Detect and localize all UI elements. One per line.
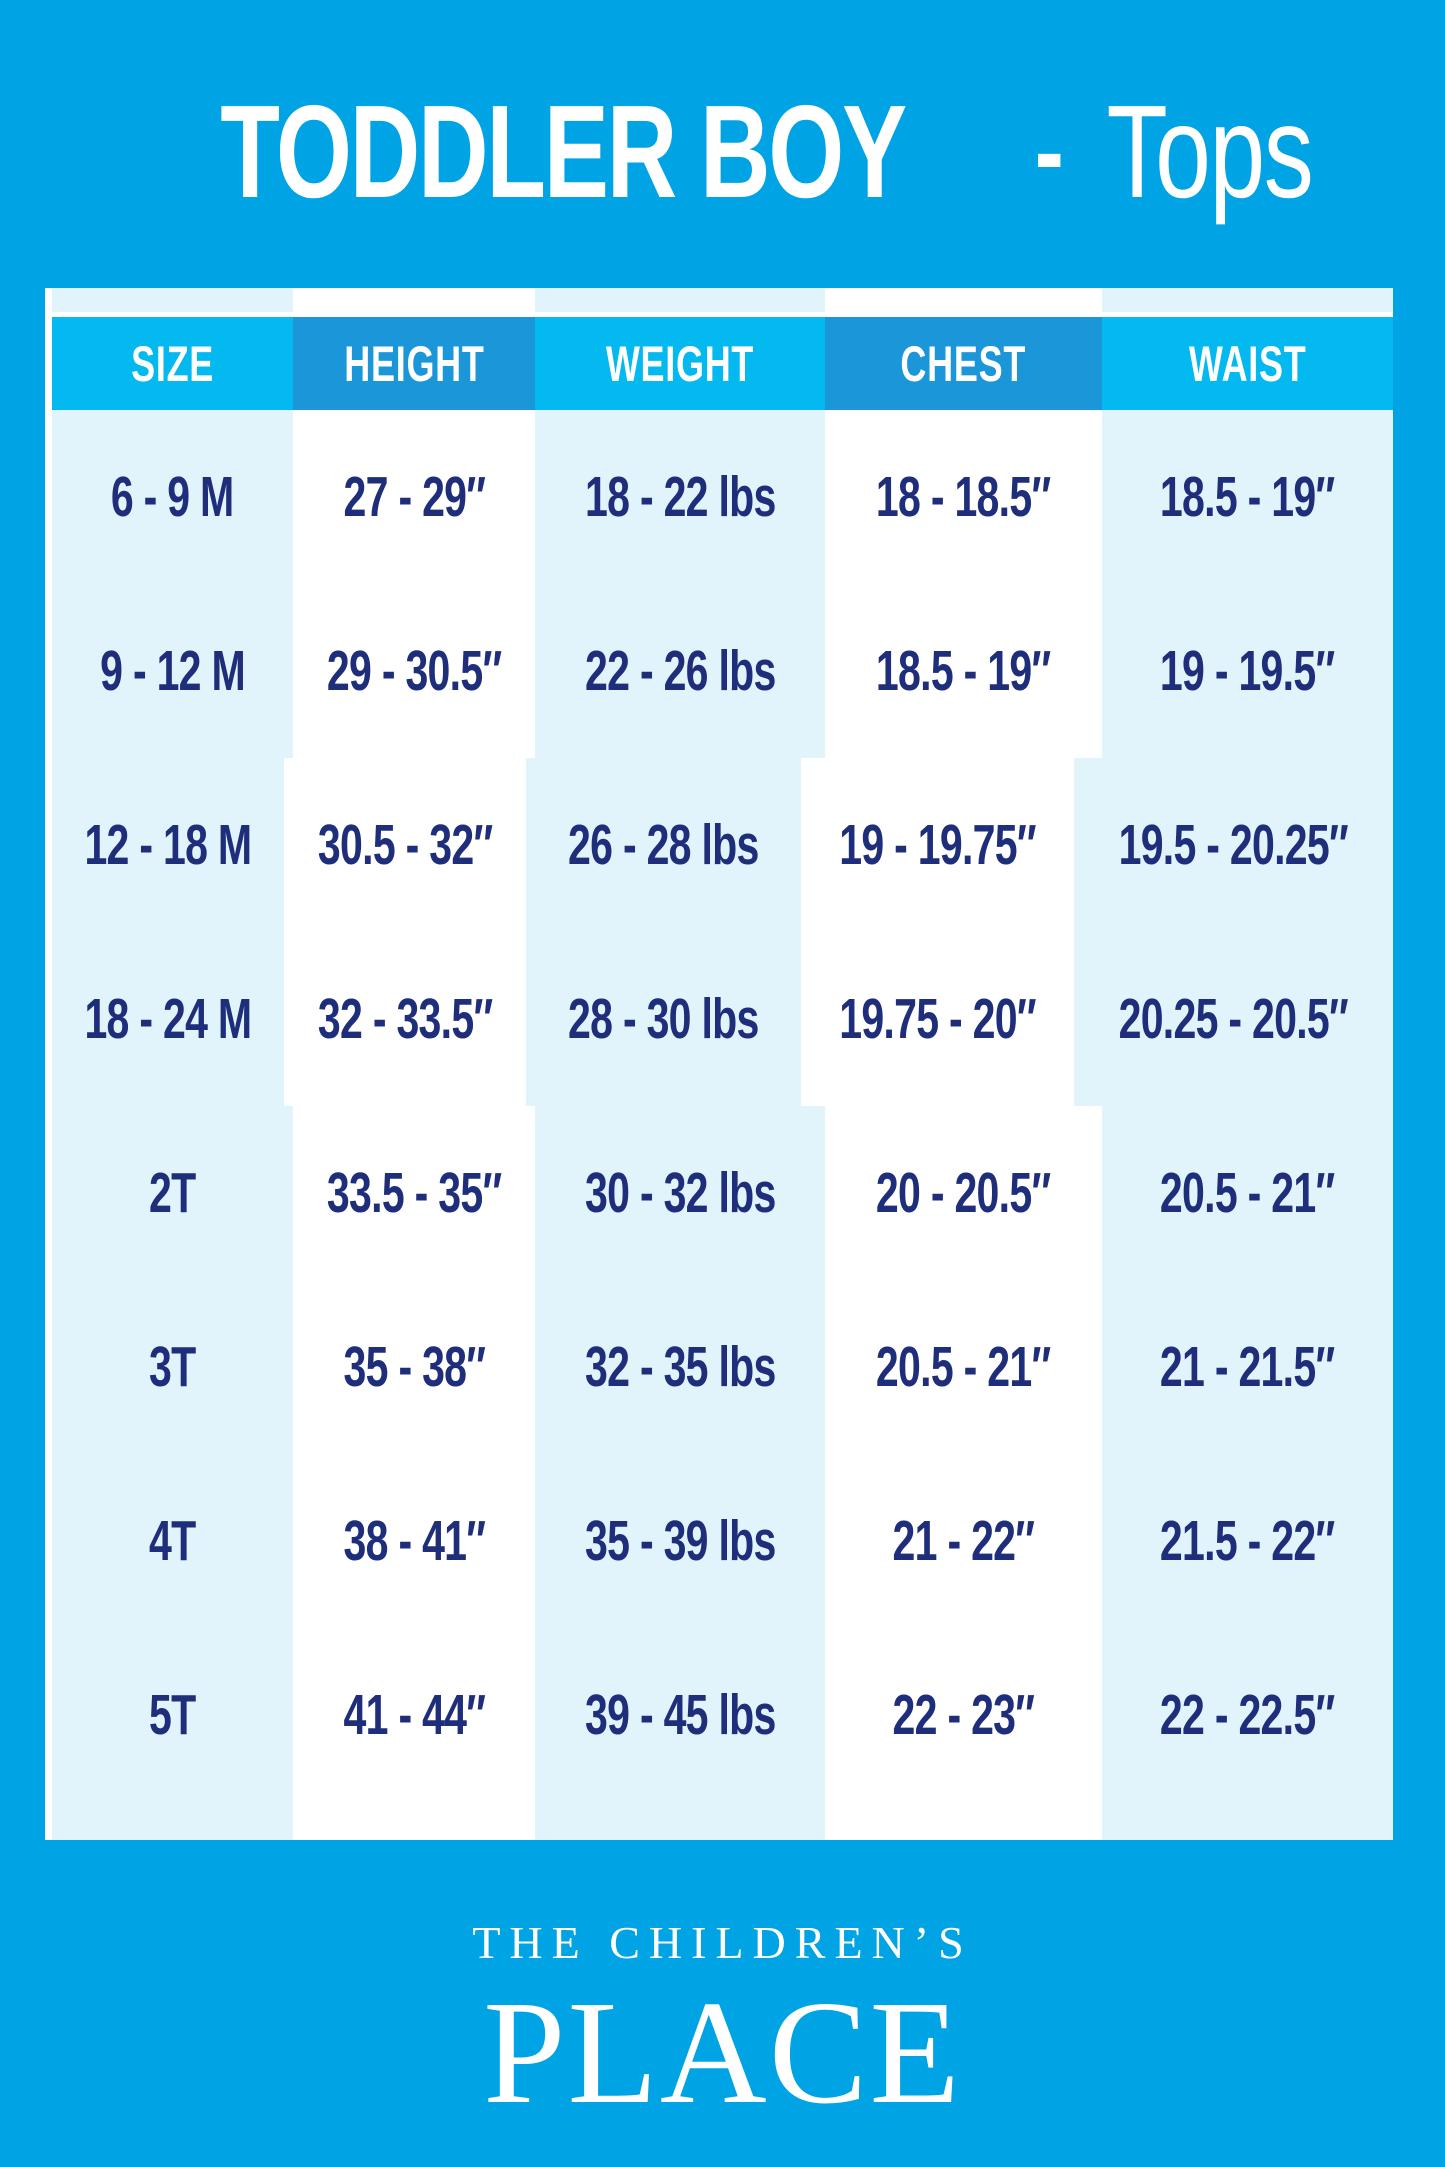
cell-weight — [526, 758, 801, 932]
cell-text: 18 - 18.5″ — [876, 465, 1051, 529]
size-table — [45, 288, 1393, 1840]
cell-waist — [1102, 1628, 1393, 1802]
table-row — [52, 1454, 1393, 1628]
table-row — [52, 584, 1393, 758]
cell-chest — [825, 1106, 1102, 1280]
cell-waist — [1074, 758, 1393, 932]
table-row — [52, 1628, 1393, 1802]
cell-text: 20 - 20.5″ — [876, 1161, 1051, 1225]
cell-waist — [1074, 932, 1393, 1106]
cell-size — [52, 410, 293, 584]
brand-name-bottom: PLACE — [483, 1971, 962, 2135]
cell-text: 20.5 - 21″ — [1160, 1161, 1335, 1225]
cell-text: 18.5 - 19″ — [1160, 465, 1335, 529]
cell-height — [293, 584, 535, 758]
cell-chest — [825, 410, 1102, 584]
title-brand: TODDLER BOY — [220, 77, 906, 225]
cell-text: 35 - 38″ — [343, 1335, 485, 1399]
table-row — [52, 1106, 1393, 1280]
cell-text: 21 - 22″ — [892, 1509, 1035, 1573]
column-header-chest — [825, 317, 1102, 410]
cell-text: 32 - 35 lbs — [584, 1335, 776, 1399]
table-top-strip — [52, 288, 1393, 312]
cell-height — [293, 410, 535, 584]
cell-size — [52, 758, 284, 932]
cell-waist — [1102, 584, 1393, 758]
table-row — [52, 758, 1393, 932]
cell-size — [52, 932, 284, 1106]
column-header-waist — [1102, 317, 1393, 410]
cell-text: 20.25 - 20.5″ — [1119, 987, 1349, 1051]
cell-waist — [1102, 1454, 1393, 1628]
cell-text: 12 - 18 M — [84, 813, 252, 877]
cell-chest — [801, 758, 1074, 932]
cell-text: 19 - 19.75″ — [839, 813, 1037, 877]
title-dash: - — [1035, 89, 1065, 213]
pad-cell — [1102, 1802, 1393, 1840]
cell-weight — [535, 1454, 825, 1628]
cell-text: 19.5 - 20.25″ — [1119, 813, 1349, 877]
column-header-label: WEIGHT — [605, 335, 755, 392]
title-category: Tops — [1106, 77, 1313, 225]
cell-text: 21 - 21.5″ — [1160, 1335, 1335, 1399]
strip-cell — [293, 288, 535, 312]
cell-weight — [535, 1628, 825, 1802]
cell-text: 18 - 22 lbs — [584, 465, 776, 529]
pad-cell — [293, 1802, 535, 1840]
cell-height — [293, 1106, 535, 1280]
pad-cell — [535, 1802, 825, 1840]
column-header-label: CHEST — [900, 335, 1027, 392]
cell-weight — [535, 1280, 825, 1454]
strip-cell — [535, 288, 825, 312]
cell-size — [52, 1454, 293, 1628]
cell-text: 21.5 - 22″ — [1160, 1509, 1335, 1573]
cell-text: 22 - 26 lbs — [584, 639, 776, 703]
cell-size — [52, 1106, 293, 1280]
column-header-size — [52, 317, 293, 410]
cell-height — [284, 758, 526, 932]
cell-text: 19 - 19.5″ — [1160, 639, 1335, 703]
cell-text: 18 - 24 M — [84, 987, 252, 1051]
cell-chest — [825, 1454, 1102, 1628]
column-header-label: HEIGHT — [343, 335, 485, 392]
column-header-label: WAIST — [1188, 335, 1307, 392]
pad-cell — [52, 1802, 293, 1840]
column-header-height — [293, 317, 535, 410]
strip-cell — [825, 288, 1102, 312]
cell-height — [293, 1454, 535, 1628]
cell-text: 29 - 30.5″ — [326, 639, 502, 703]
cell-waist — [1102, 1106, 1393, 1280]
table-row — [52, 1280, 1393, 1454]
cell-text: 38 - 41″ — [343, 1509, 485, 1573]
cell-text: 4T — [149, 1509, 196, 1573]
cell-text: 18.5 - 19″ — [876, 639, 1051, 703]
cell-text: 27 - 29″ — [343, 465, 485, 529]
cell-height — [293, 1280, 535, 1454]
cell-weight — [535, 1106, 825, 1280]
cell-height — [293, 1628, 535, 1802]
brand-logo — [0, 1916, 1445, 2135]
cell-height — [284, 932, 526, 1106]
cell-text: 28 - 30 lbs — [568, 987, 760, 1051]
cell-text: 35 - 39 lbs — [584, 1509, 776, 1573]
page-title — [0, 0, 1445, 288]
cell-waist — [1102, 410, 1393, 584]
table-row — [52, 410, 1393, 584]
table-row — [52, 932, 1393, 1106]
cell-chest — [825, 1280, 1102, 1454]
cell-text: 9 - 12 M — [100, 639, 245, 703]
cell-weight — [535, 584, 825, 758]
table-header-row — [52, 317, 1393, 410]
cell-text: 41 - 44″ — [343, 1683, 485, 1747]
cell-text: 22 - 22.5″ — [1160, 1683, 1335, 1747]
cell-chest — [801, 932, 1074, 1106]
cell-size — [52, 1628, 293, 1802]
cell-chest — [825, 1628, 1102, 1802]
cell-text: 2T — [149, 1161, 196, 1225]
cell-text: 22 - 23″ — [892, 1683, 1035, 1747]
cell-weight — [526, 932, 801, 1106]
cell-text: 30.5 - 32″ — [317, 813, 493, 877]
strip-cell — [52, 288, 293, 312]
cell-text: 20.5 - 21″ — [876, 1335, 1051, 1399]
cell-size — [52, 584, 293, 758]
cell-text: 6 - 9 M — [111, 465, 234, 529]
table-bottom-pad — [52, 1802, 1393, 1840]
cell-text: 5T — [149, 1683, 196, 1747]
cell-text: 3T — [149, 1335, 196, 1399]
cell-text: 30 - 32 lbs — [584, 1161, 776, 1225]
cell-text: 19.75 - 20″ — [839, 987, 1037, 1051]
cell-waist — [1102, 1280, 1393, 1454]
pad-cell — [825, 1802, 1102, 1840]
cell-chest — [825, 584, 1102, 758]
cell-size — [52, 1280, 293, 1454]
strip-cell — [1102, 288, 1393, 312]
cell-text: 33.5 - 35″ — [326, 1161, 502, 1225]
column-header-label: SIZE — [131, 335, 214, 392]
column-header-weight — [535, 317, 825, 410]
cell-text: 26 - 28 lbs — [568, 813, 760, 877]
cell-text: 32 - 33.5″ — [317, 987, 493, 1051]
brand-name-top: THE CHILDREN’S — [472, 1917, 973, 1968]
cell-text: 39 - 45 lbs — [584, 1683, 776, 1747]
cell-weight — [535, 410, 825, 584]
